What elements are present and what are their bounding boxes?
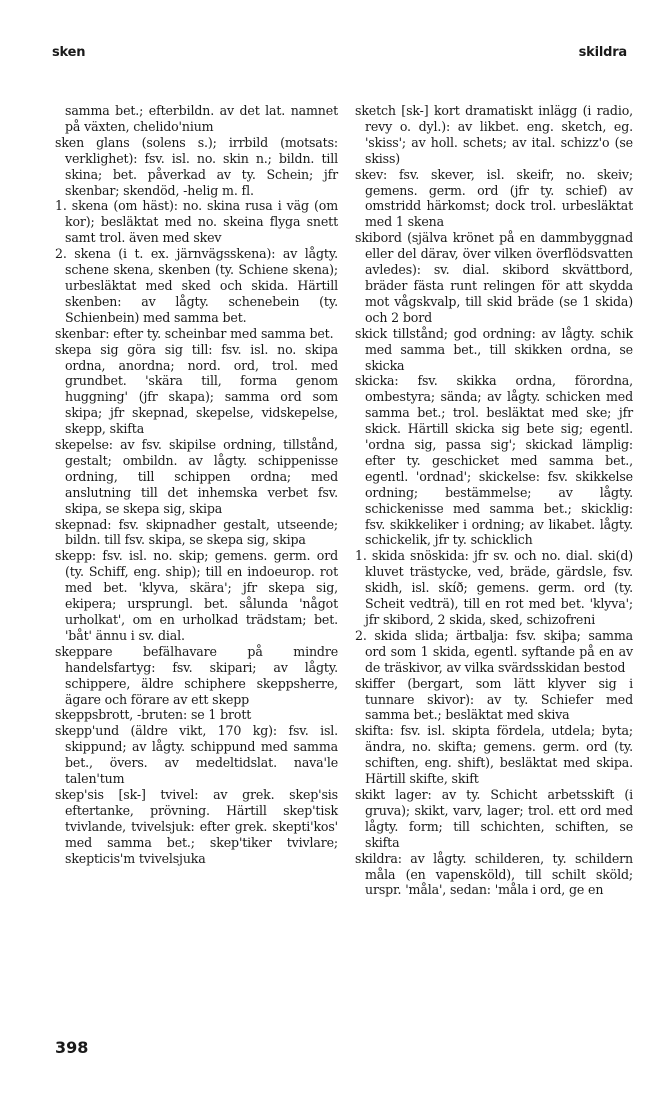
entry-2-skena: 2. skena (i t. ex. järnvägsskena): av lågty. schene skena, skenben (ty. Schiene skena); urbesläktat med sked och skida. Härtill skenben: av lågty. schenebein (ty. Schienbein) med samma bet.: [55, 246, 338, 325]
entry-skicka: skicka: fsv. skikka ordna, förordna, ombestyra; sända; av lågty. schicken med samma bet.; trol. besläktat med ske; jfr skick. Härtill skicka sig bete sig; egentl. 'ordna sig, passa sig'; skickad lämplig: efter ty. geschicket med samma bet., egentl. 'ordnad'; skickelse: fsv. skikkelse ordning; bestämmelse; av lågty. schickenisse med samma bet.; skicklig: fsv. skikkeliker i ordning; av likabet. lågty. schickelik, jfr ty. schicklich: [355, 373, 633, 548]
entry-skildra: skildra: av lågty. schilderen, ty. schildern måla (en vapensköld), till schilt sköld; urspr. 'måla', sedan: 'måla i ord, ge en: [355, 850, 633, 898]
entry-skick: skick tillstånd; god ordning: av lågty. schik med samma bet., till skikken ordna, se skicka: [355, 325, 633, 373]
entry-continuation: samma bet.; efterbildn. av det lat. namnet på växten, chelido'nium: [65, 103, 338, 134]
entry-skepa-sig: skepa sig göra sig till: fsv. isl. no. skipa ordna, anordna; nord. ord, trol. med grundbet. 'skära till, forma genom huggning' (jfr skapa); samma ord som skipa; jfr skepnad, skepelse, vidskepelse, skepp, skifta: [55, 341, 338, 437]
entry-sken: sken glans (solens s.); irrbild (motsats: verklighet): fsv. isl. no. skin n.; bildn. till skina; bet. påverkad av ty. Schein; jfr skenbar; skendöd, -helig m. fl.: [55, 134, 338, 198]
entry-skeppund: skepp'und (äldre vikt, 170 kg): fsv. isl. skippund; av lågty. schippund med samma bet., övers. av medeltidslat. nava'le talen'tum: [55, 723, 338, 787]
entry-skifta: skifta: fsv. isl. skipta fördela, utdela; byta; ändra, no. skifta; gemens. germ. ord (ty. schiften, eng. shift), besläktat med skipa. Härtill skifte, skift: [355, 723, 633, 787]
entry-skepelse: skepelse: av fsv. skipilse ordning, tillstånd, gestalt; ombildn. av lågty. schippenisse ordning, till schippen ordna; med anslutning till det inhemska verbet fsv. skipa, se skepa sig, skipa: [55, 437, 338, 516]
right-column: [355, 103, 633, 898]
entry-skeppsbrott: skeppsbrott, -bruten: se 1 brott: [55, 707, 252, 723]
left-column: [55, 103, 338, 867]
entry-skeppare: skeppare befälhavare på mindre handelsfartyg: fsv. skipari; av lågty. schippere, äldre schiphere skeppsherre, ägare och förare av ett skepp: [55, 643, 338, 707]
entry-skenbar: skenbar: efter ty. scheinbar med samma bet.: [55, 325, 334, 341]
entry-skev: skev: fsv. skever, isl. skeifr, no. skeiv; gemens. germ. ord (jfr ty. schief) av omstridd härkomst; dock trol. urbesläktat med 1 skena: [355, 166, 633, 230]
entry-skikt: skikt lager: av ty. Schicht arbetsskift (i gruva); skikt, varv, lager; trol. ett ord med lågty. form; till schichten, schiften, se skifta: [355, 786, 633, 850]
entry-1-skida: 1. skida snöskida: jfr sv. och no. dial. ski(d) kluvet trästycke, ved, bräde, gärdsle, fsv. skidh, isl. skíð; gemens. germ. ord (ty. Scheit vedträ), till en rot med bet. 'klyva'; jfr skibord, 2 skida, sked, schizofreni: [355, 548, 633, 627]
entry-skepp: skepp: fsv. isl. no. skip; gemens. germ. ord (ty. Schiff, eng. ship); till en indoeurop. rot med bet. 'klyva, skära'; jfr skepa sig, ekipera; ursprungl. bet. sålunda 'något urholkat', om en urholkad trädstam; bet. 'båt' ännu i sv. dial.: [55, 548, 338, 643]
page-number: 398: [55, 1038, 89, 1057]
entry-skepsis: skep'sis [sk-] tvivel: av grek. skep'sis eftertanke, prövning. Härtill skep'tisk tvivlande, tvivelsjuk: efter grek. skepti'kos' med samma bet.; skep'tiker tvivlare; skepticis'm tvivelsjuka: [55, 786, 338, 866]
entry-2-skida: 2. skida slida; ärtbalja: fsv. skiþa; samma ord som 1 skida, egentl. syftande på en av de träskivor, av vilka svärdsskidan bestod: [355, 627, 633, 675]
entry-1-skena: 1. skena (om häst): no. skina rusa i väg (om kor); besläktat med no. skeina flyga snett samt trol. även med skev: [55, 198, 338, 246]
entry-skepnad: skepnad: fsv. skipnadher gestalt, utseende; bildn. till fsv. skipa, se skepa sig, skipa: [55, 516, 338, 548]
entry-sketch: sketch [sk-] kort dramatiskt inlägg (i radio, revy o. dyl.): av likbet. eng. sketch, eg. 'skiss'; av holl. schets; av ital. schizz'o (se skiss): [355, 103, 633, 166]
entry-skibord: skibord (själva krönet på en dammbyggnad eller del därav, över vilken överflödsvatten avledes): sv. dial. skibord skvättbord, bräder fästa runt relingen för att skydda mot vågskvalp, till skid bräde (se 1 skida) och 2 bord: [355, 230, 633, 325]
entry-skiffer: skiffer (bergart, som lätt klyver sig i tunnare skivor): av ty. Schiefer med samma bet.; besläktat med skiva: [355, 675, 633, 723]
guide-word-right: skildra: [578, 45, 627, 60]
guide-word-left: sken: [52, 45, 86, 60]
